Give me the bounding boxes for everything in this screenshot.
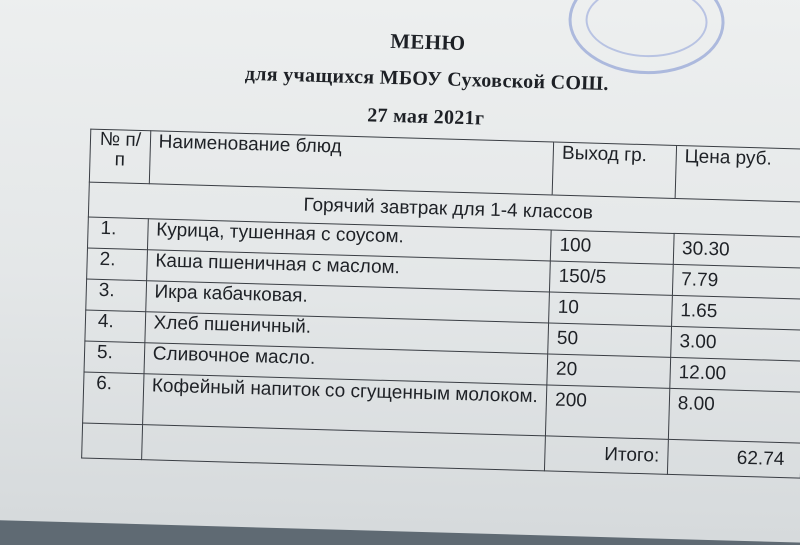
row-num: 3. bbox=[86, 279, 147, 312]
col-header-name: Наименование блюд bbox=[149, 131, 554, 195]
row-name: Хлеб пшеничный. bbox=[145, 312, 549, 354]
row-num: 6. bbox=[83, 372, 144, 425]
menu-date: 27 мая 2021г bbox=[366, 104, 485, 130]
col-header-num: № п/п bbox=[89, 129, 150, 184]
total-label: Итого: bbox=[545, 436, 669, 474]
row-output: 100 bbox=[551, 230, 674, 264]
row-price: 7.79 bbox=[672, 264, 800, 299]
row-output: 50 bbox=[548, 323, 671, 357]
row-name: Икра кабачковая. bbox=[145, 281, 549, 323]
row-num: 5. bbox=[84, 341, 145, 374]
row-output: 20 bbox=[547, 354, 670, 388]
row-name: Каша пшеничная с маслом. bbox=[146, 250, 550, 292]
total-empty-num bbox=[82, 423, 143, 460]
row-name: Курица, тушенная с соусом. bbox=[147, 219, 551, 261]
row-num: 2. bbox=[87, 248, 148, 281]
row-num: 4. bbox=[85, 310, 146, 343]
row-output: 10 bbox=[549, 292, 672, 326]
col-header-price: Цена руб. bbox=[675, 145, 800, 202]
row-output: 150/5 bbox=[550, 261, 673, 295]
menu-subtitle: для учащихся МБОУ Суховской СОШ. bbox=[244, 62, 610, 96]
menu-title: МЕНЮ bbox=[390, 28, 466, 56]
row-price: 12.00 bbox=[670, 357, 800, 392]
row-price: 1.65 bbox=[671, 295, 800, 330]
menu-table bbox=[81, 129, 800, 479]
row-price: 30.30 bbox=[673, 233, 800, 268]
row-price: 8.00 bbox=[668, 388, 800, 443]
total-value: 62.74 bbox=[667, 439, 800, 478]
col-header-output: Выход гр. bbox=[552, 142, 676, 198]
row-num: 1. bbox=[87, 217, 148, 250]
row-name: Кофейный напиток со сгущенным молоком. bbox=[142, 374, 547, 436]
row-output: 200 bbox=[546, 385, 670, 439]
section-title: Горячий завтрак для 1-4 классов bbox=[88, 182, 800, 237]
row-name: Сливочное масло. bbox=[144, 343, 548, 385]
row-price: 3.00 bbox=[671, 326, 800, 361]
